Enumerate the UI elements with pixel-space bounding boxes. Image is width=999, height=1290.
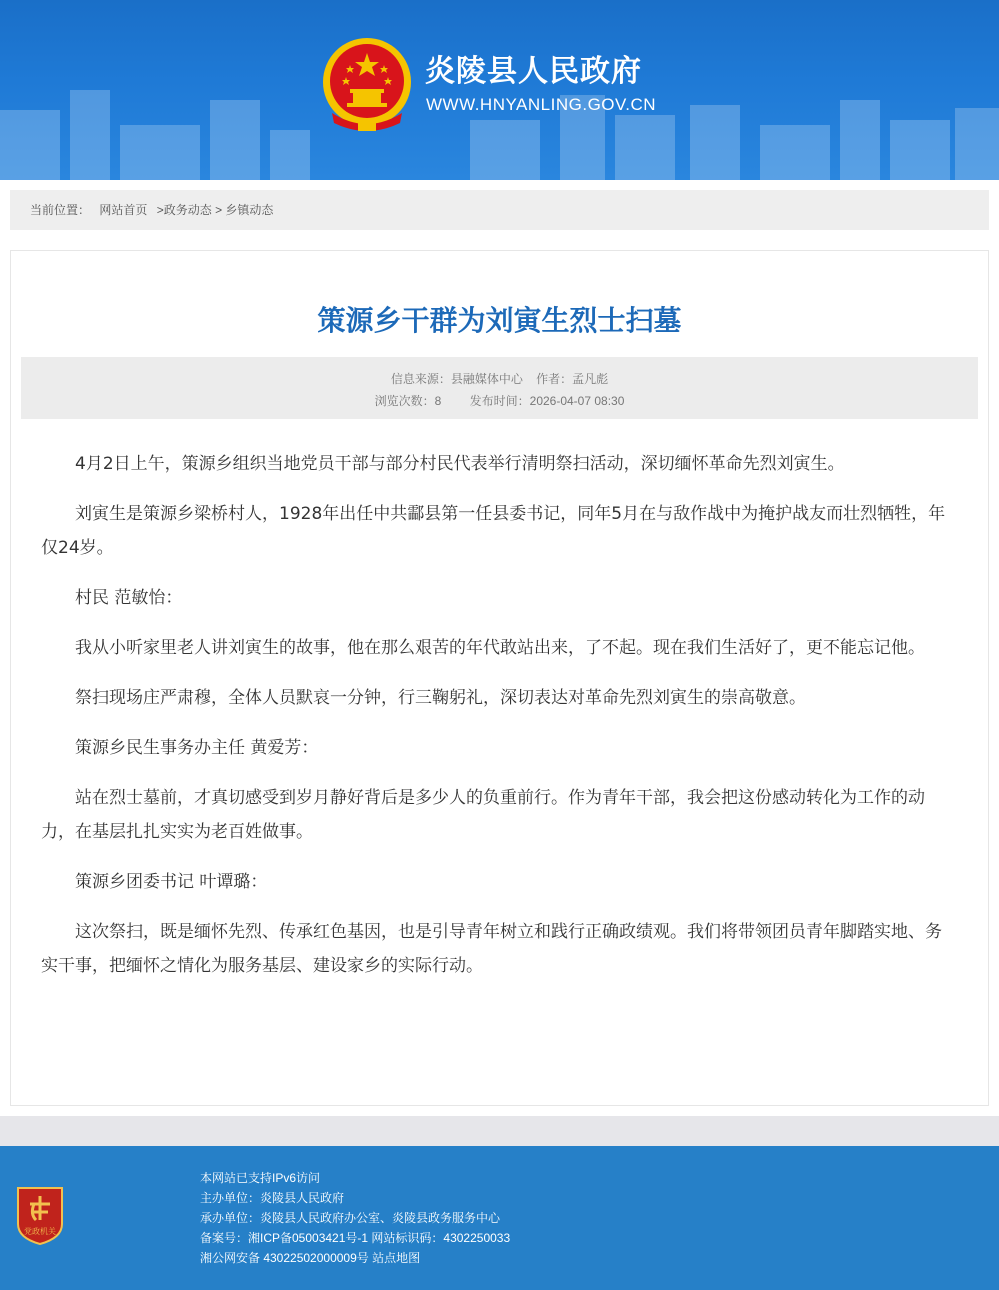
article-paragraph: 刘寅生是策源乡梁桥村人，1928年出任中共酃县第一任县委书记，同年5月在与敌作战中为掩护战友而壮烈牺牲，年仅24岁。	[41, 504, 946, 558]
site-header-banner	[0, 0, 999, 180]
article-paragraph: 4月2日上午，策源乡组织当地党员干部与部分村民代表举行清明祭扫活动，深切缅怀革命先烈刘寅生。	[75, 454, 845, 474]
footer-line: 本网站已支持IPv6访问	[200, 1171, 321, 1185]
article-paragraph: 站在烈士墓前，才真切感受到岁月静好背后是多少人的负重前行。作为青年干部，我会把这份感动转化为工作的动力，在基层扎扎实实为老百姓做事。	[41, 788, 925, 842]
breadcrumb-home-link[interactable]: 网站首页	[99, 203, 148, 217]
article-panel	[10, 250, 989, 1106]
article-source: 信息来源：县融媒体中心	[390, 372, 523, 386]
breadcrumb-news-link[interactable]: >政务动态	[156, 203, 212, 217]
article-paragraph: 我从小听家里老人讲刘寅生的故事，他在那么艰苦的年代敢站出来，了不起。现在我们生活好了，更不能忘记他。	[75, 638, 925, 658]
article-paragraph: 祭扫现场庄严肃穆，全体人员默哀一分钟，行三鞠躬礼，深切表达对革命先烈刘寅生的崇高敬意。	[75, 688, 806, 708]
site-footer	[0, 1146, 999, 1290]
breadcrumb	[10, 190, 989, 230]
site-title[interactable]: 炎陵县人民政府	[425, 54, 642, 89]
site-url[interactable]: WWW.HNYANLING.GOV.CN	[426, 95, 657, 114]
breadcrumb-label: 当前位置：	[30, 203, 91, 217]
breadcrumb-town-news-link[interactable]: > 乡镇动态	[215, 203, 274, 217]
article-paragraph: 这次祭扫，既是缅怀先烈、传承红色基因，也是引导青年树立和践行正确政绩观。我们将带领团员青年脚踏实地、务实干事，把缅怀之情化为服务基层、建设家乡的实际行动。	[41, 922, 942, 976]
article-meta	[21, 357, 978, 419]
article-paragraph: 策源乡团委书记 叶谭璐：	[75, 872, 268, 892]
footer-line: 主办单位：炎陵县人民政府	[200, 1191, 345, 1205]
article-paragraph: 策源乡民生事务办主任 黄爱芳：	[75, 738, 319, 758]
footer-divider	[0, 1116, 999, 1146]
article-title: 策源乡干群为刘寅生烈士扫墓	[317, 304, 682, 337]
article-paragraph: 村民 范敏怡：	[75, 588, 183, 608]
footer-line: 承办单位：炎陵县人民政府办公室、炎陵县政务服务中心	[200, 1211, 501, 1225]
footer-line[interactable]: 备案号：湘ICP备05003421号-1 网站标识码：4302250033	[200, 1231, 511, 1245]
article-views-label: 浏览次数：	[374, 394, 435, 408]
national-emblem-icon[interactable]	[320, 35, 414, 135]
article-views-count: 8	[434, 394, 442, 408]
badge-text: 党政机关	[24, 1227, 56, 1236]
footer-info	[200, 1168, 510, 1268]
party-government-badge-icon[interactable]	[14, 1184, 66, 1246]
article-publish-time: 发布时间：2026-04-07 08:30	[469, 394, 625, 408]
article-author: 作者：孟凡彪	[536, 372, 609, 386]
footer-line[interactable]: 湘公网安备 43022502000009号 站点地图	[200, 1251, 421, 1265]
article-body	[41, 447, 946, 999]
